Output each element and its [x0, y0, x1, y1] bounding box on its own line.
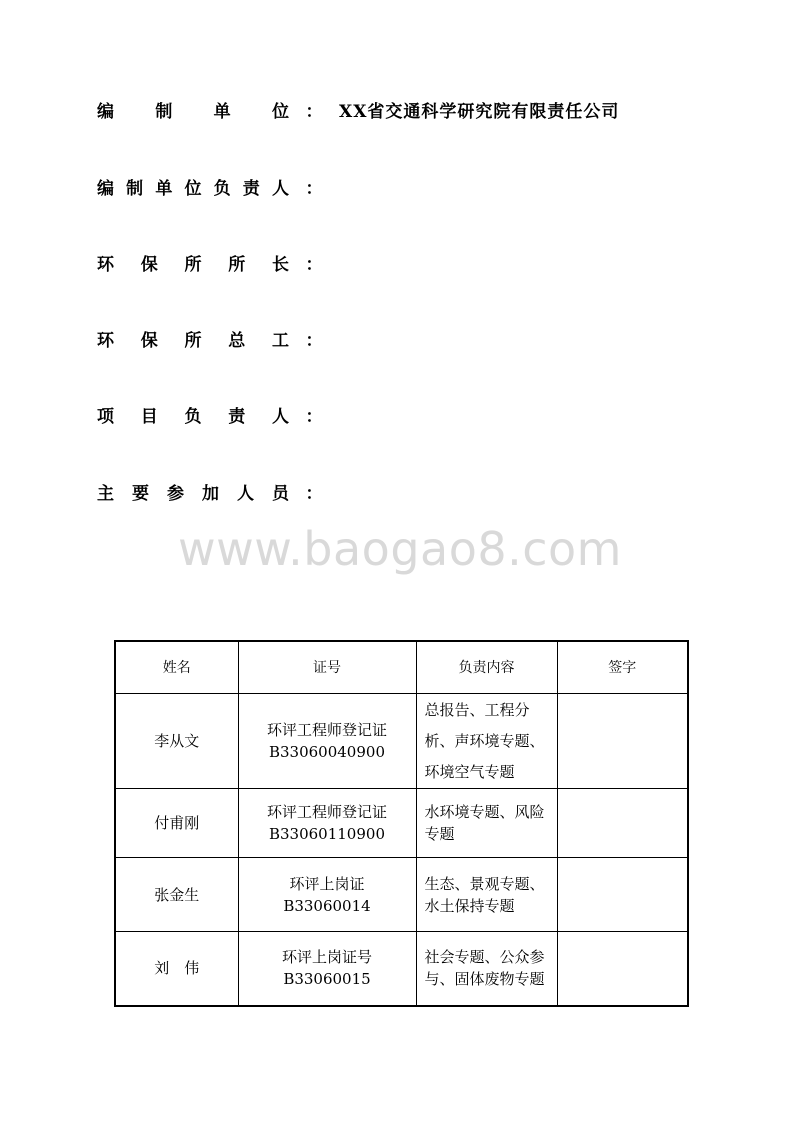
cert-type: 环评上岗证	[289, 874, 365, 893]
cell-cert	[238, 932, 416, 1006]
field-project-lead	[97, 399, 339, 429]
label-char: 环	[97, 254, 114, 275]
label-char: 所	[184, 254, 202, 275]
label-char: 责	[242, 178, 260, 199]
label-char: 目	[140, 406, 158, 427]
label-char: 所	[184, 330, 202, 351]
label-char: 人	[237, 483, 254, 504]
cell-name: 刘 伟	[115, 932, 238, 1006]
table-row	[115, 694, 688, 789]
field-main-participants	[97, 476, 339, 506]
cell-signature[interactable]	[557, 789, 688, 858]
cert-type: 环评上岗证号	[281, 948, 372, 967]
field-unit-head	[97, 171, 339, 201]
label-char: 负	[213, 178, 231, 199]
label-char: 人	[271, 178, 289, 199]
label-char: 人	[272, 406, 289, 427]
label-char: 制	[126, 178, 144, 199]
header-cert: 证号	[238, 641, 416, 694]
cert-number: B33060110900	[268, 825, 385, 843]
label-char: 保	[140, 330, 158, 351]
watermark: www.baogao8.com	[178, 522, 622, 576]
field-compiler-unit	[97, 94, 619, 124]
field-value: XX省交通科学研究院有限责任公司	[339, 101, 620, 122]
label-char: 工	[272, 330, 289, 351]
cert-type: 环评工程师登记证	[266, 721, 387, 739]
field-label	[97, 97, 289, 122]
cell-signature[interactable]	[557, 858, 688, 932]
field-env-chief-engineer	[97, 323, 339, 353]
label-char: 保	[140, 254, 158, 275]
label-char: 参	[167, 483, 184, 504]
cell-cert	[238, 694, 416, 789]
label-char: 单	[213, 101, 231, 122]
label-char: 单	[155, 178, 173, 199]
label-char: 负	[184, 406, 202, 427]
cell-signature[interactable]	[557, 694, 688, 789]
staff-table	[114, 640, 689, 1007]
header-duty: 负责内容	[416, 641, 557, 694]
cell-duty: 社会专题、公众参与、固体废物专题	[416, 932, 557, 1006]
label-char: 位	[271, 101, 289, 122]
cert-type: 环评工程师登记证	[266, 803, 387, 821]
field-env-director	[97, 247, 339, 277]
field-label	[97, 174, 289, 199]
field-colon: ：	[305, 330, 323, 351]
field-colon: ：	[305, 254, 323, 275]
cell-duty: 总报告、工程分析、声环境专题、环境空气专题	[416, 694, 557, 789]
header-name: 姓名	[115, 641, 238, 694]
label-char: 加	[202, 483, 219, 504]
cell-name: 李从文	[115, 694, 238, 789]
label-char: 长	[272, 254, 289, 275]
header-signature: 签字	[557, 641, 688, 694]
cell-name: 张金生	[115, 858, 238, 932]
field-label	[97, 479, 289, 504]
table-header-row	[115, 641, 688, 694]
cert-number: B33060040900	[268, 743, 385, 761]
label-char: 要	[132, 483, 149, 504]
label-char: 所	[228, 254, 246, 275]
table-row	[115, 858, 688, 932]
label-char: 位	[184, 178, 202, 199]
cell-signature[interactable]	[557, 932, 688, 1006]
cert-number: B33060014	[283, 896, 371, 915]
cell-cert	[238, 789, 416, 858]
field-colon: ：	[305, 483, 323, 504]
field-label	[97, 250, 289, 275]
field-label	[97, 326, 289, 351]
cert-number: B33060015	[283, 970, 371, 989]
cell-duty: 水环境专题、风险专题	[416, 789, 557, 858]
label-char: 主	[97, 483, 114, 504]
cell-name: 付甫刚	[115, 789, 238, 858]
label-char: 总	[228, 330, 246, 351]
cell-duty: 生态、景观专题、水土保持专题	[416, 858, 557, 932]
label-char: 项	[97, 406, 114, 427]
label-char: 环	[97, 330, 114, 351]
table-row	[115, 932, 688, 1006]
label-char: 编	[97, 101, 114, 122]
field-colon: ：	[305, 178, 323, 199]
label-char: 制	[155, 101, 173, 122]
label-char: 员	[272, 483, 289, 504]
table-row	[115, 789, 688, 858]
field-colon: ：	[305, 101, 323, 122]
label-char: 编	[97, 178, 114, 199]
label-char: 责	[228, 406, 246, 427]
field-colon: ：	[305, 406, 323, 427]
cell-cert	[238, 858, 416, 932]
field-label	[97, 402, 289, 427]
